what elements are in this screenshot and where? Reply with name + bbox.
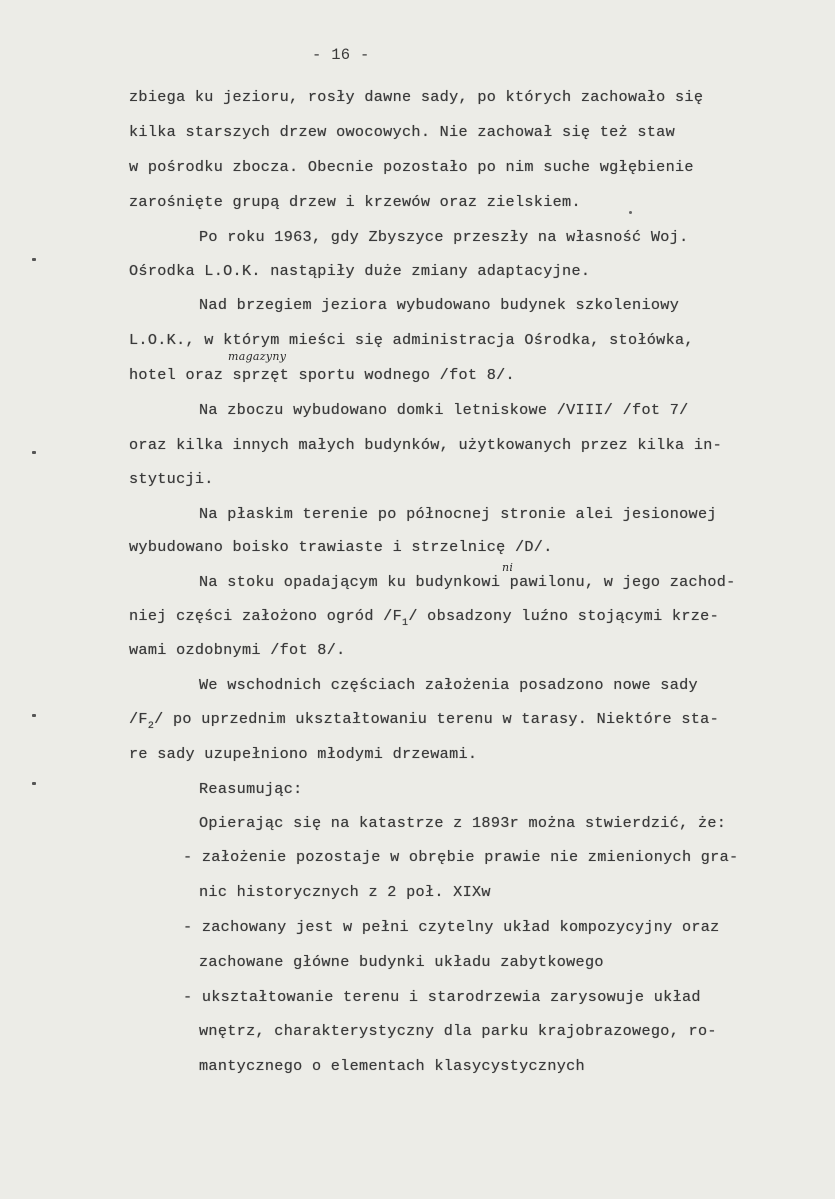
text-line: kilka starszych drzew owocowych. Nie zachował się też staw bbox=[129, 123, 676, 141]
text-line: mantycznego o elementach klasycystycznych bbox=[199, 1057, 585, 1075]
margin-mark bbox=[32, 782, 36, 785]
text-line: wami ozdobnymi /fot 8/. bbox=[129, 641, 346, 659]
text-line: Ośrodka L.O.K. nastąpiły duże zmiany adaptacyjne. bbox=[129, 262, 591, 280]
text-line: Reasumując: bbox=[199, 780, 303, 798]
text-line: Po roku 1963, gdy Zbyszyce przeszły na własność Woj. bbox=[199, 228, 689, 246]
text-line: oraz kilka innych małych budynków, użytkowanych przez kilka in- bbox=[129, 436, 723, 454]
text-line: wybudowano boisko trawiaste i strzelnicę /D/. bbox=[129, 538, 553, 556]
text-line: Nad brzegiem jeziora wybudowano budynek szkoleniowy bbox=[199, 296, 680, 314]
text-line: nic historycznych z 2 poł. XIXw bbox=[199, 883, 491, 901]
text-line subscript-line: $/F_2/$ po uprzednim ukształtowaniu terenu w tarasy. Niektóre sta- bbox=[129, 710, 719, 732]
list-item: - ukształtowanie terenu i starodrzewia zarysowuje układ bbox=[183, 988, 701, 1006]
text-line: hotel oraz sprzęt sportu wodnego /fot 8/. bbox=[129, 366, 515, 384]
text-line subscript-line: niej części założono ogród $/F_1/$ obsadzony luźno stojącymi krze- bbox=[129, 607, 719, 629]
page-number: - 16 - bbox=[312, 46, 370, 64]
handwritten-note: magazyny bbox=[228, 350, 287, 363]
list-item: - założenie pozostaje w obrębie prawie nie zmienionych gra- bbox=[183, 848, 739, 866]
text-line: L.O.K., w którym mieści się administracja Ośrodka, stołówka, bbox=[129, 331, 694, 349]
text-line: Na płaskim terenie po północnej stronie alei jesionowej bbox=[199, 505, 717, 523]
list-item: - zachowany jest w pełni czytelny układ kompozycyjny oraz bbox=[183, 918, 720, 936]
ink-dot bbox=[629, 211, 632, 214]
text-line: re sady uzupełniono młodymi drzewami. bbox=[129, 745, 478, 763]
text-line: stytucji. bbox=[129, 470, 214, 488]
text-line: zbiega ku jezioru, rosły dawne sady, po których zachowało się bbox=[129, 88, 704, 106]
text-line: We wschodnich częściach założenia posadzono nowe sady bbox=[199, 676, 698, 694]
margin-mark bbox=[32, 258, 36, 261]
handwritten-insert: ni bbox=[502, 561, 514, 574]
text-line: Na zboczu wybudowano domki letniskowe /VIII/ /fot 7/ bbox=[199, 401, 689, 419]
text-line: Na stoku opadającym ku budynkowi pawilonu, w jego zachod- bbox=[199, 573, 736, 591]
text-line: wnętrz, charakterystyczny dla parku krajobrazowego, ro- bbox=[199, 1022, 717, 1040]
text-line: zachowane główne budynki układu zabytkowego bbox=[199, 953, 604, 971]
text-line: w pośrodku zbocza. Obecnie pozostało po nim suche wgłębienie bbox=[129, 158, 694, 176]
text-line: Opierając się na katastrze z 1893r można stwierdzić, że: bbox=[199, 814, 727, 832]
margin-mark bbox=[32, 714, 36, 717]
text-line: zarośnięte grupą drzew i krzewów oraz zielskiem. bbox=[129, 193, 581, 211]
margin-mark bbox=[32, 451, 36, 454]
